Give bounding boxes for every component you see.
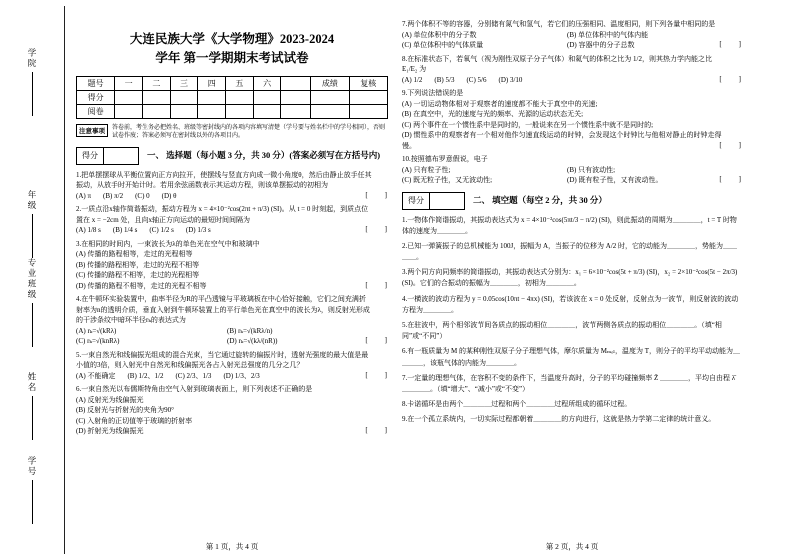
fill-question (402, 267, 742, 289)
score-cell (253, 104, 281, 118)
page-1 (76, 30, 388, 440)
score-cell (253, 90, 281, 104)
answer-bracket: [ ] (719, 74, 742, 83)
college-label: 学院 (27, 48, 37, 69)
seal-field-class (14, 258, 50, 347)
fill-question (402, 346, 742, 368)
option: (A) 不能确定 (76, 371, 116, 380)
option: (B) 在真空中，光的速度与光的频率、光源的运动状态无关; (402, 110, 584, 118)
paper-title-line1: 大连民族大学《大学物理》2023-2024 (129, 32, 335, 46)
notice-text: 答卷前，考生务必把姓名、班级等密封线内的各项内容填写清楚（学号要与姓名栏中的学号相同），否则试卷作废；答案必须写在密封线以外的各项目内。 (112, 124, 386, 140)
fill-question (402, 294, 742, 316)
answer-bracket: [ ] (719, 40, 742, 48)
mc-question (76, 384, 388, 437)
option: (B) 1/2、1/2 (127, 371, 164, 380)
score-table-header-row (77, 76, 388, 90)
fill-question (402, 399, 742, 410)
score-cell (198, 90, 226, 104)
question-text: 1.把单摆摆球从平衡位置向正方向拉开，使摆线与竖直方向成一微小角度θ，然后由静止放手任其振动，从放手时开始计时。若用余弦函数表示其运动方程，则该单摆振动的初相为 (76, 170, 372, 190)
seal-line (64, 6, 65, 554)
question-text: 1.一物体作简谐振动，其振动表达式为 x = 4×10⁻²cos(5πt/3 − π/2) (SI)，则此振动的周期为＿＿＿＿，t = T 时物体的速度为＿＿＿＿。 (402, 215, 737, 235)
mc-question (76, 204, 388, 236)
answer-bracket: [ ] (365, 280, 388, 289)
question-options (402, 30, 726, 51)
option: (D) 3/10 (498, 75, 523, 84)
paper-title (76, 30, 388, 69)
question-text: 6.一束自然光以布儒斯特角由空气入射到玻璃表面上，则下列表述不正确的是 (76, 385, 313, 394)
score-cell (311, 104, 349, 118)
score-header-cell: 六 (253, 76, 281, 90)
score-box-blank (104, 148, 138, 164)
score-cell (115, 90, 143, 104)
answer-bracket: [ ] (365, 225, 388, 234)
option: (B) 1/4 s (112, 226, 138, 235)
mc-question (76, 294, 388, 347)
fill-question (402, 215, 742, 237)
answer-bracket: [ ] (365, 370, 388, 379)
question-text: 5.一束自然光和线偏振光组成的混合光束，当它通过旋转的偏振片时，透射光强度的最大值是最小值的3倍，则入射光中自然光和线偏振光各占入射光总强度的几分之几？ (76, 350, 369, 370)
option: (C) 既无粒子性，又无波动性; (402, 176, 493, 184)
section-1-score-box (76, 147, 139, 165)
fill-question (402, 241, 742, 263)
score-cell (198, 104, 226, 118)
paper-title-line2: 学年 第一学期期末考试试卷 (155, 51, 309, 66)
answer-bracket: [ ] (365, 190, 388, 199)
option: (A) 传播的路程相等，走过的光程相等 (76, 250, 193, 259)
option: (D) rₖ=√(kλ/(nR)) (227, 337, 278, 346)
section-2-title: 二、 填空题（每空 2 分，共 30 分） (473, 194, 607, 205)
question-text: 6.有一瓶质量为 M 的某种刚性双原子分子理想气体，摩尔质量为 Mₘₒₗ，温度为 T，则分子的平均平动动能为＿＿＿＿，该瓶气体的内能为＿＿＿＿。 (402, 347, 740, 367)
class-label: 专业班级 (27, 258, 37, 300)
mc-question (76, 170, 388, 202)
name-blank-line (32, 396, 33, 440)
notice-block (76, 124, 388, 141)
option: (B) 只有波动性; (567, 165, 616, 174)
score-header-cell: 四 (198, 76, 226, 90)
option: (A) π (76, 191, 92, 200)
question-text: 4.在牛顿环实验装置中，曲率半径为R的平凸透镜与平玻璃板在中心恰好接触，它们之间充满折射率为n的透明介质，垂直入射到牛顿环装置上的平行单色光在真空中的波长为λ，则反射光形成的干涉条纹中暗环半径rₖ的表达式为 (76, 295, 370, 325)
fill-in-blank-questions (402, 215, 742, 426)
name-label: 姓名 (27, 372, 37, 393)
option: (A) 单位体积中的分子数 (402, 30, 477, 39)
option: (C) 传播的路程不相等，走过的光程相等 (76, 271, 200, 280)
score-header-cell: 三 (170, 76, 198, 90)
section-2-band (402, 192, 742, 210)
answer-bracket: [ ] (365, 336, 388, 345)
mc-question (402, 19, 742, 51)
section-1-band (76, 147, 388, 165)
question-options (76, 371, 372, 382)
score-cell (143, 104, 171, 118)
multiple-choice-questions-7-10 (402, 19, 742, 186)
option: (B) 单位体积中的气体内能 (567, 30, 649, 39)
option: (B) 传播的路程相等，走过的光程不相等 (76, 260, 200, 269)
question-text: 4.一横波的波动方程为 y = 0.05cos(10πt − 4πx) (SI)，若该波在 x = 0 处反射，反射点为一波节，则反射波的波动方程为＿＿＿＿。 (402, 294, 739, 314)
score-cell (349, 90, 387, 104)
seal-field-grade (14, 190, 50, 258)
question-options (402, 75, 726, 86)
answer-bracket: [ ] (719, 175, 742, 183)
question-options (76, 249, 372, 291)
option: (D) 1/3 s (185, 226, 211, 235)
option: (D) 既有粒子性，又有波动性。 (567, 176, 663, 184)
score-header-cell: 一 (115, 76, 143, 90)
option: (D) 折射光为线偏振光 (76, 427, 144, 436)
option: (C) 两个事件在一个惯性系中是同时的，一般说来在另一个惯性系中就不是同时的; (402, 120, 654, 129)
option: (A) 1/2 (402, 75, 423, 84)
score-row-label: 得分 (77, 90, 115, 104)
option: (D) θ (161, 191, 177, 200)
option: (B) 反射光与折射光的夹角为90° (76, 406, 174, 415)
score-box-label: 得分 (403, 193, 430, 209)
score-cell (226, 90, 254, 104)
option: (C) rₖ=√(knRλ) (76, 337, 120, 346)
question-text: 10.按照德布罗意假说，电子 (402, 155, 488, 163)
score-table (76, 76, 388, 119)
option: (C) 5/6 (466, 75, 487, 84)
option: (B) π/2 (103, 191, 124, 200)
option: (C) 入射角的正切值等于玻璃的折射率 (76, 416, 193, 425)
option: (A) 只有粒子性; (402, 165, 451, 174)
score-table-review-row (77, 104, 388, 118)
score-header-cell: 复核 (349, 76, 387, 90)
option: (B) 5/3 (434, 75, 455, 84)
student-id-blank-line (32, 480, 33, 524)
question-text: 2.一质点沿x轴作简谐振动，振动方程为 x = 4×10⁻²cos(2πt + π/3) (SI)。从 t = 0 时刻起，到质点位置在 x = −2cm 处，且向x轴正方向运动的最短时间间隔为 (76, 205, 369, 224)
section-1-title: 一、 选择题（每小题 3 分，共 30 分）(答案必须写在方括号内) (147, 150, 381, 160)
fill-question (402, 320, 742, 342)
score-header-cell: 题号 (77, 76, 115, 90)
question-text: 7.一定量的理想气体，在容积不变的条件下，当温度升高时，分子的平均碰撞频率 Z̄ ＿＿＿＿，平均自由程 λ̄ ＿＿＿＿。（填“增大”、“减小”或“不变”） (402, 373, 736, 393)
score-cell (143, 90, 171, 104)
question-options (76, 191, 372, 202)
notice-label: 注意事项 (76, 124, 108, 137)
option: (D) 传播的路程不相等，走过的光程不相等 (76, 281, 207, 290)
fill-question (402, 414, 742, 425)
score-header-cell: 五 (226, 76, 254, 90)
student-id-label: 学号 (27, 456, 37, 477)
seal-field-student-id (14, 456, 50, 524)
option: (C) 2/3、1/3 (175, 371, 212, 380)
question-options (76, 395, 372, 437)
question-options (402, 165, 726, 186)
score-cell (115, 104, 143, 118)
option: (C) 0 (135, 191, 150, 200)
question-text: 8.在标准状态下，若氧气（视为刚性双原子分子气体）和氦气的体积之比为 1/2，则其热力学内能之比 E₁/E₂ 为 (402, 54, 712, 73)
college-blank-line (32, 72, 33, 116)
multiple-choice-questions-1-6 (76, 170, 388, 437)
question-text: 2.已知一弹簧振子的总机械能为 100J，振幅为 A，当振子的位移为 A/2 时，它的动能为＿＿＿＿，势能为＿＿＿＿。 (402, 241, 738, 262)
question-options (402, 99, 726, 152)
score-cell (281, 90, 311, 104)
seal-field-college (14, 48, 50, 116)
score-box-label: 得分 (77, 148, 104, 164)
score-cell (170, 104, 198, 118)
question-text: 3.两个同方向同频率的简谐振动，其振动表达式分别为：x₁ = 6×10⁻²cos(5t + π/3) (SI)，x₂ = 2×10⁻²cos(5t − 2π/3) (SI)。它们的合振动的振幅为＿＿＿＿，初相为＿＿＿＿。 (402, 268, 738, 288)
score-cell (311, 90, 349, 104)
answer-bracket: [ ] (365, 426, 388, 435)
score-cell (226, 104, 254, 118)
score-cell (349, 104, 387, 118)
option: (A) rₖ=√(kRλ) (76, 326, 117, 335)
review-row-label: 阅卷 (77, 104, 115, 118)
question-text: 7.两个体积不等的容器，分别储有氮气和氢气，若它们的压强相同、温度相同，则下列各量中相同的是 (402, 20, 716, 28)
question-text: 9.在一个孤立系统内，一切实际过程都朝着＿＿＿＿的方向进行，这就是热力学第二定律的统计意义。 (402, 415, 716, 424)
option: (C) 单位体积中的气体质量 (402, 41, 484, 49)
class-blank-line (32, 303, 33, 347)
score-header-cell (281, 76, 311, 90)
question-options (76, 225, 372, 236)
option: (D) 容器中的分子总数 (567, 41, 635, 49)
mc-question (402, 88, 742, 151)
mc-question (76, 239, 388, 292)
option: (D) 惯性系中的观察者有一个相对他作匀速直线运动的时钟，会发现这个时钟比与他相对静止的时钟走得慢。 (402, 131, 722, 150)
section-2-score-box (402, 192, 465, 210)
option: (D) 1/3、2/3 (223, 371, 260, 380)
score-header-cell: 二 (143, 76, 171, 90)
mc-question (76, 350, 388, 382)
grade-label: 年级 (27, 190, 37, 211)
option: (A) 1/8 s (76, 226, 101, 235)
question-text: 3.在相同的时间内，一束波长为λ的单色光在空气中和玻璃中 (76, 239, 260, 248)
option: (A) 一切运动物体相对于观察者的速度都不能大于真空中的光速; (402, 99, 598, 108)
score-cell (281, 104, 311, 118)
option: (C) 1/2 s (149, 226, 174, 235)
score-box-blank (430, 193, 464, 209)
answer-bracket: [ ] (719, 140, 742, 149)
question-text: 8.卡诺循环是由两个＿＿＿＿过程和两个＿＿＿＿过程所组成的循环过程。 (402, 400, 632, 409)
score-header-cell: 成绩 (311, 76, 349, 90)
mc-question (402, 54, 742, 86)
score-cell (170, 90, 198, 104)
mc-question (402, 154, 742, 186)
question-text: 9.下列说法错误的是 (402, 89, 464, 97)
option: (B) rₖ=√(kRλ/n) (227, 326, 273, 335)
page-2 (402, 14, 742, 430)
grade-blank-line (32, 214, 33, 258)
fill-question (402, 373, 742, 395)
question-text: 5.在驻波中，两个相邻波节间各质点的振动相位＿＿＿＿，波节两侧各质点的振动相位＿＿＿＿。（填“相同”或“不同”） (402, 321, 722, 341)
page-2-footer: 第 2 页，共 4 页 (545, 542, 599, 551)
option: (A) 反射光为线偏振光 (76, 395, 144, 404)
seal-field-name (14, 372, 50, 440)
question-options (76, 326, 372, 347)
score-table-score-row (77, 90, 388, 104)
page-1-footer: 第 1 页，共 4 页 (205, 542, 259, 551)
